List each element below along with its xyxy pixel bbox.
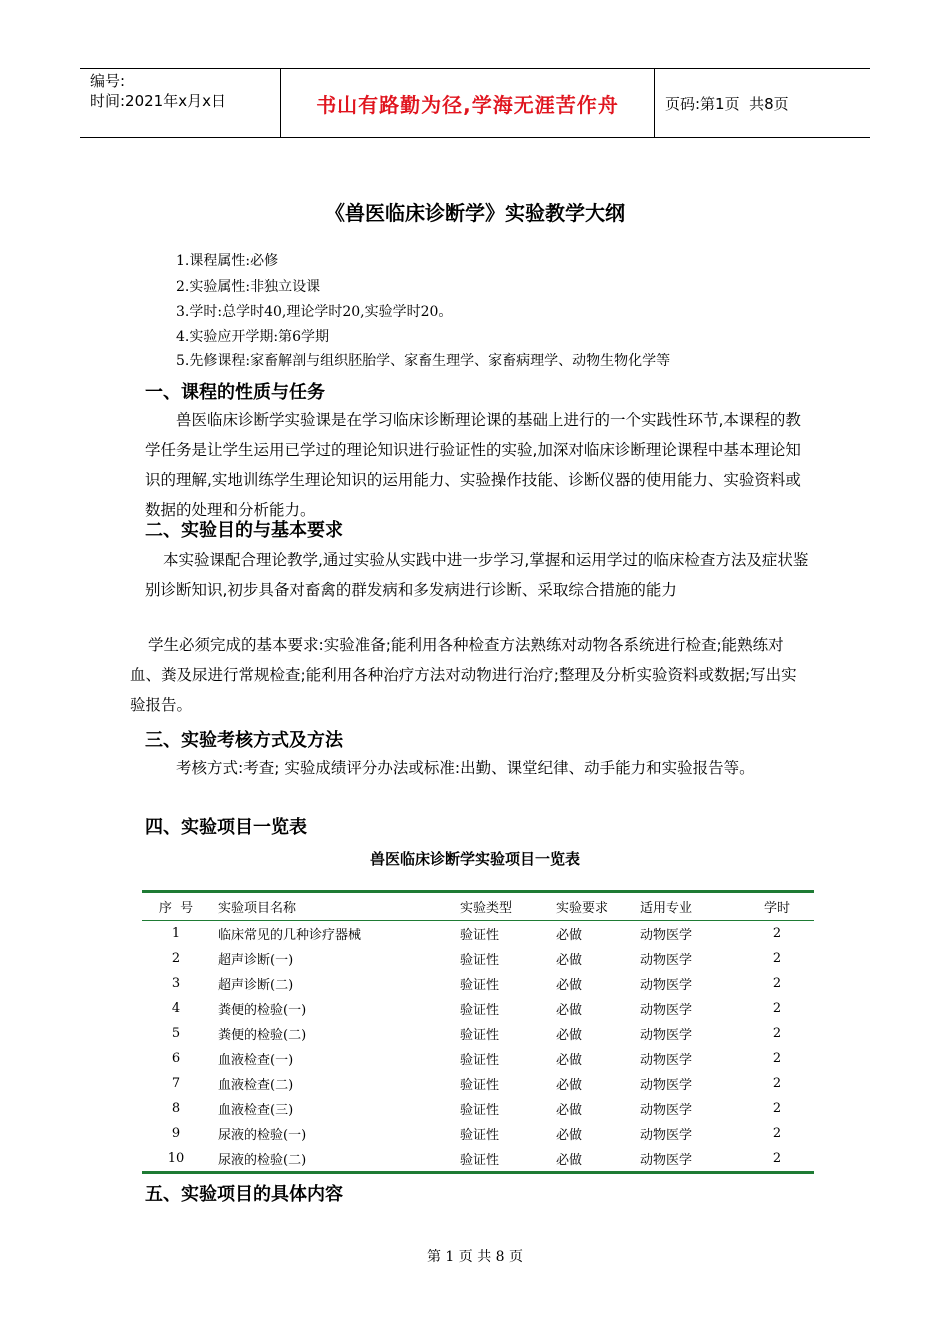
table-cell: 血液检查(一)	[218, 1053, 294, 1068]
table-header-row	[142, 893, 814, 920]
section-heading-3: 三、实验考核方式及方法	[145, 730, 343, 751]
table-cell: 动物医学	[640, 1078, 693, 1093]
table-cell: 验证性	[460, 1153, 500, 1168]
table-row	[142, 1146, 814, 1171]
section-heading-4: 四、实验项目一览表	[145, 817, 307, 838]
table-bottom-rule	[142, 1171, 814, 1174]
section-body-2b: 学生必须完成的基本要求:实验准备;能利用各种检查方法熟练对动物各系统进行检查;能熟练对血、粪及尿进行常规检查;能利用各种治疗方法对动物进行治疗;整理及分析实验资料或数据;写出实验报告。	[130, 636, 797, 714]
section-heading-2: 二、实验目的与基本要求	[145, 520, 343, 541]
table-cell: 验证性	[460, 1103, 500, 1118]
table-row	[142, 1121, 814, 1146]
table-cell: 动物医学	[640, 1128, 693, 1143]
section-body-3: 考核方式:考查; 实验成绩评分办法或标准:出勤、课堂纪律、动手能力和实验报告等。	[176, 759, 755, 777]
section-body-2a: 本实验课配合理论教学,通过实验从实践中进一步学习,掌握和运用学过的临床检查方法及症状鉴别诊断知识,初步具备对畜禽的群发病和多发病进行诊断、采取综合措施的能力	[145, 551, 809, 599]
table-cell: 1	[171, 926, 181, 941]
header-meta	[80, 69, 280, 137]
table-cell: 2	[772, 1126, 782, 1141]
table-cell: 2	[772, 926, 782, 941]
table-cell: 5	[171, 1026, 181, 1041]
header-cell: 学时	[763, 901, 790, 916]
table-row	[142, 1021, 814, 1046]
class-hours: 3.学时:总学时40,理论学时20,实验学时20。	[176, 304, 453, 320]
table-cell: 验证性	[460, 928, 500, 943]
header-cell: 序 号	[158, 901, 194, 916]
table-cell: 血液检查(二)	[218, 1078, 294, 1093]
table-cell: 10	[167, 1151, 185, 1166]
header-cell: 实验项目名称	[218, 901, 297, 916]
table-cell: 必做	[556, 978, 583, 993]
document-date: 时间:2021年x月x日	[90, 92, 226, 110]
table-cell: 超声诊断(一)	[218, 953, 294, 968]
table-cell: 必做	[556, 1078, 583, 1093]
section-body-1: 兽医临床诊断学实验课是在学习临床诊断理论课的基础上进行的一个实践性环节,本课程的教学任务是让学生运用已学过的理论知识进行验证性的实验,加深对临床诊断理论课程中基本理论知识的理解,实地训练学生理论知识的运用能力、实验操作技能、诊断仪器的使用能力、实验资料或数据的处理和分析能力。	[145, 411, 801, 519]
table-cell: 动物医学	[640, 1103, 693, 1118]
table-cell: 验证性	[460, 1128, 500, 1143]
table-cell: 2	[772, 951, 782, 966]
table-cell: 2	[772, 976, 782, 991]
table-cell: 2	[171, 951, 181, 966]
table-cell: 粪便的检验(一)	[218, 1003, 307, 1018]
table-cell: 动物医学	[640, 1028, 693, 1043]
header-cell: 实验类型	[460, 901, 513, 916]
table-cell: 2	[772, 1101, 782, 1116]
table-cell: 动物医学	[640, 1153, 693, 1168]
table-cell: 动物医学	[640, 928, 693, 943]
experiment-table	[142, 890, 814, 1174]
table-cell: 2	[772, 1026, 782, 1041]
table-row	[142, 1096, 814, 1121]
document-number-label: 编号:	[90, 72, 126, 90]
table-cell: 超声诊断(二)	[218, 978, 294, 993]
table-cell: 粪便的检验(二)	[218, 1028, 307, 1043]
table-row	[142, 1046, 814, 1071]
table-cell: 2	[772, 1001, 782, 1016]
header-page-info: 页码:第1页 共8页	[665, 94, 789, 113]
table-cell: 必做	[556, 1003, 583, 1018]
header-cell: 适用专业	[640, 901, 693, 916]
table-cell: 动物医学	[640, 953, 693, 968]
table-cell: 验证性	[460, 1003, 500, 1018]
table-cell: 2	[772, 1051, 782, 1066]
table-cell: 必做	[556, 1128, 583, 1143]
table-cell: 2	[772, 1151, 782, 1166]
table-cell: 临床常见的几种诊疗器械	[218, 928, 362, 943]
experiment-attribute: 2.实验属性:非独立设课	[176, 279, 321, 295]
table-cell: 6	[171, 1051, 181, 1066]
table-cell: 必做	[556, 1153, 583, 1168]
table-cell: 4	[171, 1001, 181, 1016]
table-cell: 尿液的检验(一)	[218, 1128, 307, 1143]
header-cell: 实验要求	[556, 901, 609, 916]
table-cell: 验证性	[460, 953, 500, 968]
table-cell: 验证性	[460, 1028, 500, 1043]
table-cell: 8	[171, 1101, 181, 1116]
table-cell: 必做	[556, 1103, 583, 1118]
semester: 4.实验应开学期:第6学期	[176, 329, 329, 345]
table-row	[142, 946, 814, 971]
table-row	[142, 996, 814, 1021]
table-cell: 必做	[556, 953, 583, 968]
table-cell: 7	[171, 1076, 181, 1091]
page-footer: 第 1 页 共 8 页	[426, 1249, 524, 1265]
table-cell: 血液检查(三)	[218, 1103, 294, 1118]
table-cell: 必做	[556, 928, 583, 943]
section-heading-1: 一、课程的性质与任务	[145, 382, 325, 403]
course-attribute: 1.课程属性:必修	[176, 253, 279, 269]
table-cell: 9	[171, 1126, 181, 1141]
document-title: 《兽医临床诊断学》实验教学大纲	[325, 201, 625, 225]
table-cell: 验证性	[460, 978, 500, 993]
table-row	[142, 971, 814, 996]
table-cell: 必做	[556, 1053, 583, 1068]
table-cell: 2	[772, 1076, 782, 1091]
table-cell: 动物医学	[640, 1003, 693, 1018]
table-cell: 动物医学	[640, 978, 693, 993]
table-title: 兽医临床诊断学实验项目一览表	[369, 850, 580, 868]
prerequisite-courses: 5.先修课程:家畜解剖与组织胚胎学、家畜生理学、家畜病理学、动物生物化学等	[176, 353, 671, 369]
table-cell: 动物医学	[640, 1053, 693, 1068]
table-row	[142, 921, 814, 946]
table-cell: 3	[171, 976, 181, 991]
table-cell: 验证性	[460, 1078, 500, 1093]
table-cell: 验证性	[460, 1053, 500, 1068]
table-cell: 必做	[556, 1028, 583, 1043]
table-cell: 尿液的检验(二)	[218, 1153, 307, 1168]
header-motto: 书山有路勤为径,学海无涯苦作舟	[280, 69, 655, 137]
table-row	[142, 1071, 814, 1096]
section-heading-5: 五、实验项目的具体内容	[145, 1184, 343, 1205]
page-header	[80, 68, 870, 138]
